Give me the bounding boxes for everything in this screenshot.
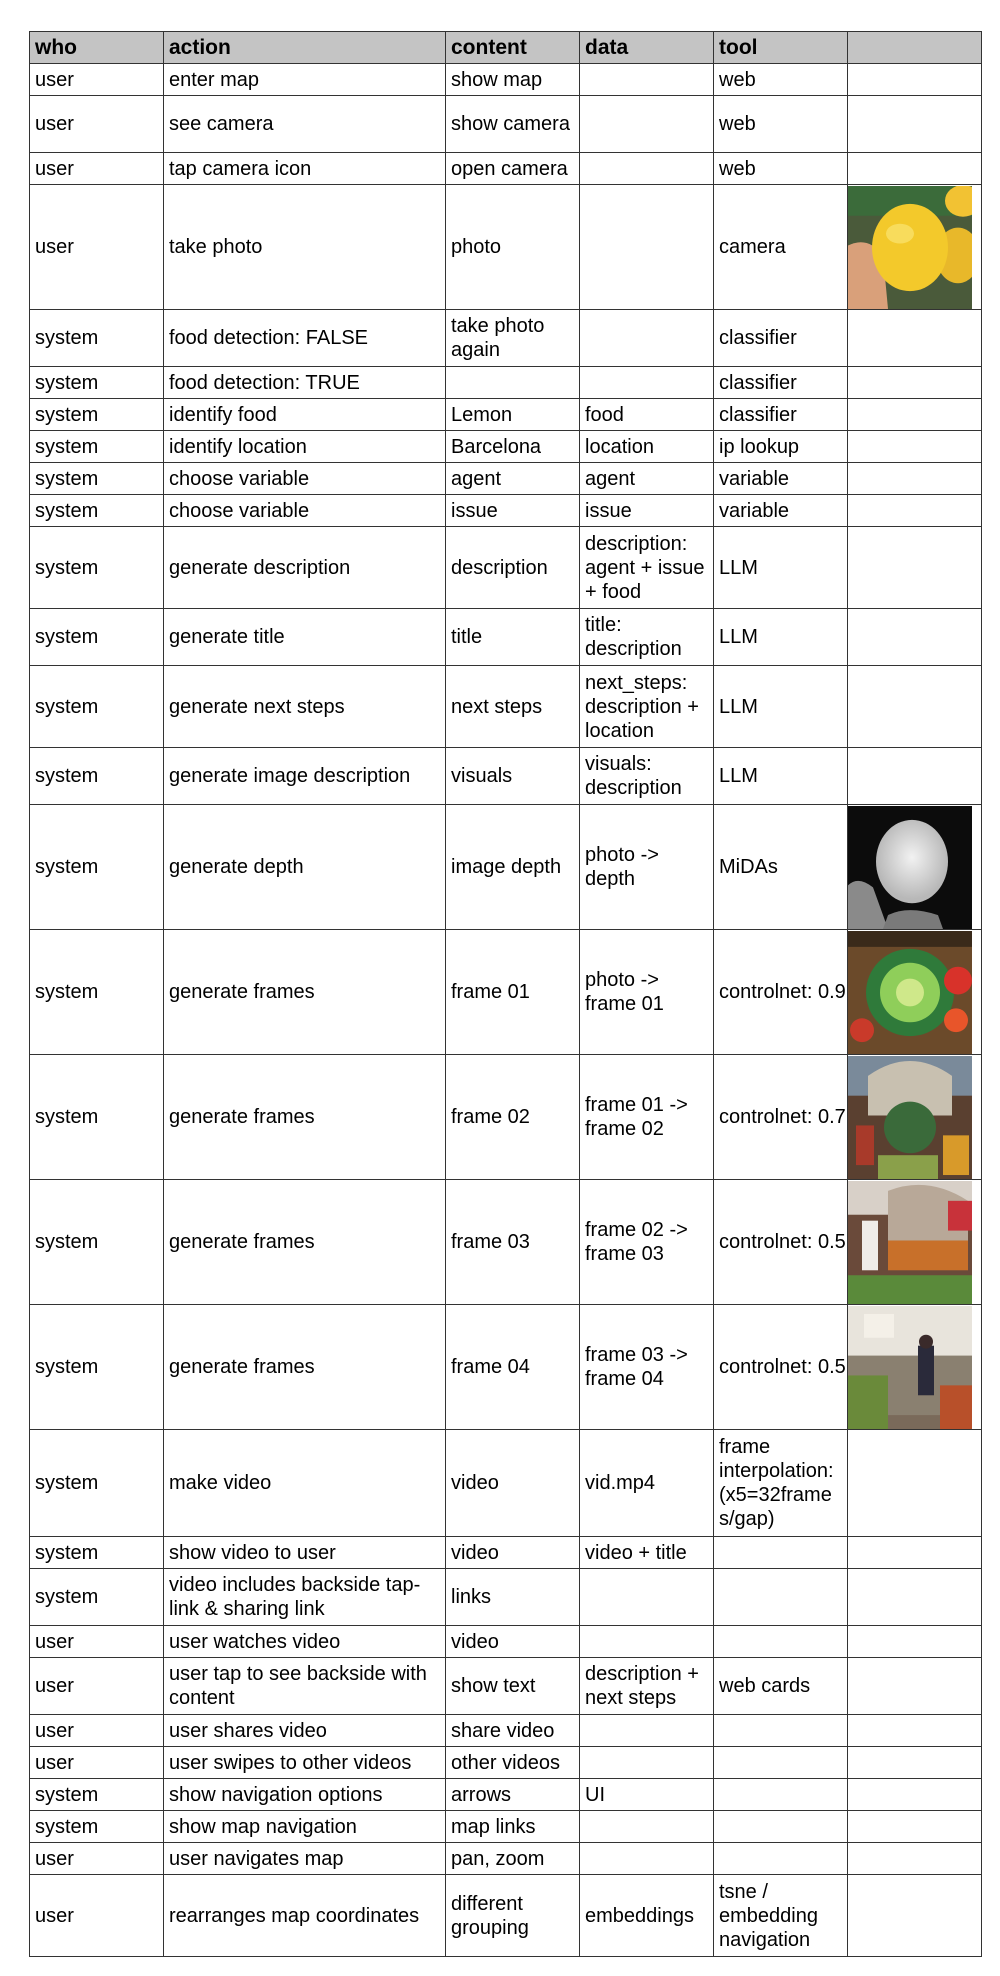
cell-who: system: [30, 399, 164, 431]
cell-image: [848, 1747, 982, 1779]
cell-tool: LLM: [714, 527, 848, 609]
cell-data: embeddings: [580, 1875, 714, 1957]
frame-02-thumbnail: [848, 1056, 972, 1179]
cell-who: system: [30, 495, 164, 527]
cell-data: frame 02 -> frame 03: [580, 1180, 714, 1305]
cell-data: [580, 1747, 714, 1779]
cell-image: [848, 609, 982, 666]
table-row: [30, 1779, 982, 1811]
cell-action: see camera: [164, 96, 446, 153]
cell-content: visuals: [446, 748, 580, 805]
cell-image: [848, 1843, 982, 1875]
cell-who: system: [30, 367, 164, 399]
cell-tool: [714, 1715, 848, 1747]
cell-who: system: [30, 748, 164, 805]
cell-content: video: [446, 1430, 580, 1537]
cell-who: user: [30, 1626, 164, 1658]
cell-image: [848, 185, 982, 310]
cell-tool: web: [714, 153, 848, 185]
cell-who: user: [30, 1843, 164, 1875]
cell-data: frame 01 -> frame 02: [580, 1055, 714, 1180]
table-row: [30, 666, 982, 748]
cell-content: next steps: [446, 666, 580, 748]
cell-who: system: [30, 1537, 164, 1569]
cell-image: [848, 1811, 982, 1843]
table-row: [30, 1875, 982, 1957]
cell-tool: classifier: [714, 310, 848, 367]
cell-who: user: [30, 96, 164, 153]
cell-image: [848, 527, 982, 609]
cell-action: generate frames: [164, 1180, 446, 1305]
cell-tool: classifier: [714, 399, 848, 431]
cell-image: [848, 431, 982, 463]
table-row: [30, 527, 982, 609]
table-row: [30, 805, 982, 930]
cell-tool: camera: [714, 185, 848, 310]
cell-action: generate next steps: [164, 666, 446, 748]
cell-who: system: [30, 1779, 164, 1811]
cell-data: [580, 185, 714, 310]
cell-content: image depth: [446, 805, 580, 930]
cell-action: user tap to see backside with content: [164, 1658, 446, 1715]
table-row: [30, 748, 982, 805]
cell-action: generate title: [164, 609, 446, 666]
cell-tool: LLM: [714, 748, 848, 805]
cell-who: system: [30, 1305, 164, 1430]
cell-who: user: [30, 64, 164, 96]
cell-content: video: [446, 1537, 580, 1569]
cell-data: location: [580, 431, 714, 463]
table-row: [30, 1843, 982, 1875]
cell-image: [848, 1658, 982, 1715]
cell-image: [848, 64, 982, 96]
header-image: [848, 32, 982, 64]
cell-tool: variable: [714, 495, 848, 527]
cell-who: system: [30, 1180, 164, 1305]
cell-image: [848, 1626, 982, 1658]
cell-action: choose variable: [164, 463, 446, 495]
cell-action: choose variable: [164, 495, 446, 527]
cell-image: [848, 399, 982, 431]
table-row: [30, 1055, 982, 1180]
cell-tool: controlnet: 0.5: [714, 1305, 848, 1430]
cell-action: food detection: TRUE: [164, 367, 446, 399]
cell-data: [580, 367, 714, 399]
cell-tool: controlnet: 0.5: [714, 1180, 848, 1305]
cell-action: video includes backside tap-link & sharing link: [164, 1569, 446, 1626]
table-row: [30, 1305, 982, 1430]
cell-image: [848, 1715, 982, 1747]
cell-content: show camera: [446, 96, 580, 153]
cell-who: user: [30, 153, 164, 185]
cell-content: frame 03: [446, 1180, 580, 1305]
cell-who: user: [30, 1747, 164, 1779]
cell-data: [580, 1569, 714, 1626]
cell-data: photo -> depth: [580, 805, 714, 930]
cell-content: links: [446, 1569, 580, 1626]
frame-03-thumbnail: [848, 1181, 972, 1304]
cell-data: description + next steps: [580, 1658, 714, 1715]
header-content: content: [446, 32, 580, 64]
cell-who: system: [30, 463, 164, 495]
cell-data: [580, 96, 714, 153]
cell-image: [848, 1180, 982, 1305]
cell-image: [848, 463, 982, 495]
cell-action: rearranges map coordinates: [164, 1875, 446, 1957]
table-row: [30, 399, 982, 431]
cell-who: system: [30, 1430, 164, 1537]
cell-tool: classifier: [714, 367, 848, 399]
cell-action: take photo: [164, 185, 446, 310]
table-body: [30, 64, 982, 1957]
cell-action: show video to user: [164, 1537, 446, 1569]
cell-tool: [714, 1811, 848, 1843]
cell-image: [848, 748, 982, 805]
cell-tool: [714, 1747, 848, 1779]
cell-tool: ip lookup: [714, 431, 848, 463]
cell-image: [848, 666, 982, 748]
cell-image: [848, 310, 982, 367]
cell-tool: [714, 1569, 848, 1626]
cell-tool: frame interpolation: (x5=32frame s/gap): [714, 1430, 848, 1537]
cell-who: system: [30, 1569, 164, 1626]
cell-action: generate description: [164, 527, 446, 609]
cell-tool: web: [714, 64, 848, 96]
cell-who: system: [30, 930, 164, 1055]
cell-data: agent: [580, 463, 714, 495]
cell-action: tap camera icon: [164, 153, 446, 185]
table-row: [30, 1715, 982, 1747]
cell-data: [580, 1626, 714, 1658]
cell-content: Barcelona: [446, 431, 580, 463]
cell-tool: variable: [714, 463, 848, 495]
cell-action: user swipes to other videos: [164, 1747, 446, 1779]
cell-who: user: [30, 185, 164, 310]
cell-action: generate depth: [164, 805, 446, 930]
cell-content: map links: [446, 1811, 580, 1843]
depth-map-thumbnail: [848, 806, 972, 929]
header-action: action: [164, 32, 446, 64]
cell-tool: [714, 1537, 848, 1569]
table-row: [30, 1747, 982, 1779]
cell-data: [580, 1843, 714, 1875]
table-row: [30, 310, 982, 367]
cell-content: issue: [446, 495, 580, 527]
cell-who: system: [30, 1055, 164, 1180]
cell-image: [848, 153, 982, 185]
header-row: [30, 32, 982, 64]
table-row: [30, 1430, 982, 1537]
cell-action: generate frames: [164, 1055, 446, 1180]
cell-data: [580, 153, 714, 185]
cell-content: photo: [446, 185, 580, 310]
cell-action: identify location: [164, 431, 446, 463]
table-row: [30, 1811, 982, 1843]
cell-action: identify food: [164, 399, 446, 431]
cell-who: user: [30, 1715, 164, 1747]
cell-action: user navigates map: [164, 1843, 446, 1875]
cell-content: [446, 367, 580, 399]
table-row: [30, 431, 982, 463]
cell-image: [848, 1875, 982, 1957]
cell-data: food: [580, 399, 714, 431]
cell-tool: [714, 1779, 848, 1811]
header-data: data: [580, 32, 714, 64]
cell-data: frame 03 -> frame 04: [580, 1305, 714, 1430]
cell-action: generate frames: [164, 1305, 446, 1430]
cell-who: system: [30, 310, 164, 367]
cell-who: system: [30, 609, 164, 666]
cell-action: generate frames: [164, 930, 446, 1055]
cell-content: Lemon: [446, 399, 580, 431]
cell-content: description: [446, 527, 580, 609]
table-row: [30, 367, 982, 399]
cell-who: system: [30, 431, 164, 463]
table-row: [30, 609, 982, 666]
table-header: [30, 32, 982, 64]
cell-tool: MiDAs: [714, 805, 848, 930]
table-row: [30, 495, 982, 527]
cell-who: system: [30, 666, 164, 748]
table-row: [30, 185, 982, 310]
table-row: [30, 463, 982, 495]
frame-01-thumbnail: [848, 931, 972, 1054]
cell-data: next_steps: description + location: [580, 666, 714, 748]
frame-04-thumbnail: [848, 1306, 972, 1429]
table-row: [30, 1658, 982, 1715]
cell-data: [580, 1715, 714, 1747]
cell-image: [848, 1305, 982, 1430]
cell-data: vid.mp4: [580, 1430, 714, 1537]
cell-content: frame 04: [446, 1305, 580, 1430]
cell-content: frame 02: [446, 1055, 580, 1180]
cell-image: [848, 930, 982, 1055]
cell-action: food detection: FALSE: [164, 310, 446, 367]
table-row: [30, 153, 982, 185]
cell-action: show navigation options: [164, 1779, 446, 1811]
cell-data: UI: [580, 1779, 714, 1811]
cell-tool: web: [714, 96, 848, 153]
cell-content: other videos: [446, 1747, 580, 1779]
cell-who: system: [30, 527, 164, 609]
cell-action: show map navigation: [164, 1811, 446, 1843]
cell-action: enter map: [164, 64, 446, 96]
cell-image: [848, 1430, 982, 1537]
cell-action: generate image description: [164, 748, 446, 805]
cell-image: [848, 1055, 982, 1180]
lemon-photo-thumbnail: [848, 186, 972, 309]
cell-action: make video: [164, 1430, 446, 1537]
cell-content: share video: [446, 1715, 580, 1747]
cell-who: system: [30, 1811, 164, 1843]
cell-data: [580, 64, 714, 96]
cell-image: [848, 367, 982, 399]
cell-data: visuals: description: [580, 748, 714, 805]
cell-content: open camera: [446, 153, 580, 185]
workflow-table: [29, 31, 982, 1957]
header-who: who: [30, 32, 164, 64]
cell-tool: LLM: [714, 609, 848, 666]
cell-who: user: [30, 1658, 164, 1715]
cell-tool: tsne / embedding navigation: [714, 1875, 848, 1957]
cell-action: user shares video: [164, 1715, 446, 1747]
cell-data: description: agent + issue + food: [580, 527, 714, 609]
cell-content: different grouping: [446, 1875, 580, 1957]
cell-content: pan, zoom: [446, 1843, 580, 1875]
cell-who: system: [30, 805, 164, 930]
cell-content: frame 01: [446, 930, 580, 1055]
table-row: [30, 1180, 982, 1305]
cell-content: show map: [446, 64, 580, 96]
cell-tool: web cards: [714, 1658, 848, 1715]
cell-content: video: [446, 1626, 580, 1658]
cell-content: agent: [446, 463, 580, 495]
table-row: [30, 1537, 982, 1569]
cell-who: user: [30, 1875, 164, 1957]
cell-content: arrows: [446, 1779, 580, 1811]
cell-data: photo -> frame 01: [580, 930, 714, 1055]
cell-image: [848, 495, 982, 527]
cell-action: user watches video: [164, 1626, 446, 1658]
cell-content: take photo again: [446, 310, 580, 367]
cell-data: [580, 1811, 714, 1843]
cell-image: [848, 1537, 982, 1569]
cell-data: title: description: [580, 609, 714, 666]
cell-tool: [714, 1843, 848, 1875]
cell-image: [848, 1779, 982, 1811]
cell-content: title: [446, 609, 580, 666]
cell-tool: [714, 1626, 848, 1658]
cell-image: [848, 805, 982, 930]
cell-data: [580, 310, 714, 367]
table-row: [30, 64, 982, 96]
cell-content: show text: [446, 1658, 580, 1715]
cell-image: [848, 1569, 982, 1626]
cell-data: issue: [580, 495, 714, 527]
cell-image: [848, 96, 982, 153]
table-row: [30, 96, 982, 153]
cell-tool: LLM: [714, 666, 848, 748]
table-row: [30, 930, 982, 1055]
cell-tool: controlnet: 0.9: [714, 930, 848, 1055]
cell-tool: controlnet: 0.7: [714, 1055, 848, 1180]
cell-data: video + title: [580, 1537, 714, 1569]
header-tool: tool: [714, 32, 848, 64]
table-row: [30, 1626, 982, 1658]
table-row: [30, 1569, 982, 1626]
